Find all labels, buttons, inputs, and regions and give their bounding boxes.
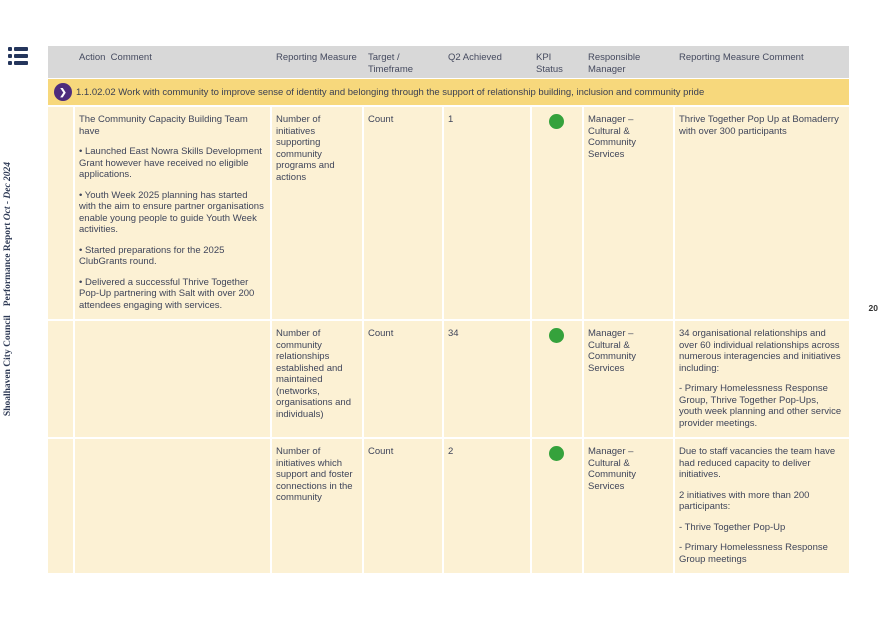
- paragraph: 34 organisational relationships and over 60 individual relationships across numerous interagencies and initiatives including:: [679, 328, 841, 374]
- row-icon-cell: [48, 439, 73, 573]
- list-bar: [14, 54, 28, 58]
- header-q2-achieved: Q2 Achieved: [448, 52, 502, 63]
- table-row: [48, 439, 849, 573]
- paragraph: • Started preparations for the 2025 ClubGrants round.: [79, 244, 225, 267]
- target-timeframe-cell: Count: [364, 321, 442, 437]
- responsible-manager-cell: Manager – Cultural & Community Services: [584, 107, 673, 319]
- chevron-right-glyph: ❯: [59, 86, 67, 97]
- header-action-comment: Action Comment: [79, 52, 152, 63]
- paragraph: The Community Capacity Building Team have: [79, 114, 248, 137]
- paragraph: • Delivered a successful Thrive Together Pop-Up partnering with Salt with over 200 attendees engaging with services.: [79, 276, 255, 311]
- responsible-manager-cell: Manager – Cultural & Community Services: [584, 321, 673, 437]
- paragraph: 2 initiatives with more than 200 participants:: [679, 489, 810, 512]
- header-target-timeframe: Target / Timeframe: [368, 52, 414, 75]
- paragraph: • Launched East Nowra Skills Development Grant however have received no eligible applications.: [79, 146, 262, 180]
- table-header-row: [48, 46, 849, 78]
- sidebar-report-period: Oct - Dec 2024: [3, 161, 13, 221]
- header-icon-column: [48, 46, 73, 78]
- kpi-status-cell: [532, 321, 582, 437]
- q2-achieved-cell: 1: [444, 107, 530, 319]
- paragraph: • Youth Week 2025 planning has started with the aim to ensure partner organisations enable young people to guide Youth Week activities.: [79, 189, 264, 235]
- action-comment-cell: [75, 321, 270, 437]
- reporting-measure-comment-cell: [675, 439, 849, 573]
- expand-chevron-icon[interactable]: [54, 83, 72, 101]
- q2-achieved-cell: 2: [444, 439, 530, 573]
- kpi-status-green-icon: [549, 114, 564, 129]
- table-of-contents-icon[interactable]: [8, 47, 28, 65]
- row-icon-cell: [48, 321, 73, 437]
- sidebar-report-name: Performance Report: [3, 222, 13, 307]
- reporting-measure-cell: Number of initiatives supporting community programs and actions: [272, 107, 362, 319]
- list-dot: [8, 61, 12, 65]
- reporting-measure-cell: Number of initiatives which support and foster connections in the community: [272, 439, 362, 573]
- reporting-measure-comment-cell: [675, 107, 849, 319]
- paragraph: - Thrive Together Pop-Up: [679, 521, 786, 533]
- sidebar-report-title: [3, 139, 19, 439]
- target-timeframe-cell: Count: [364, 439, 442, 573]
- list-dot: [8, 54, 12, 58]
- sidebar-council-name: Shoalhaven City Council: [3, 315, 13, 417]
- paragraph: Thrive Together Pop Up at Bomaderry with over 300 participants: [679, 114, 839, 137]
- list-dot: [8, 47, 12, 51]
- responsible-manager-cell: Manager – Cultural & Community Services: [584, 439, 673, 573]
- header-reporting-measure-comment: Reporting Measure Comment: [679, 52, 804, 63]
- header-responsible-manager: Responsible Manager: [588, 52, 643, 75]
- kpi-status-green-icon: [549, 328, 564, 343]
- reporting-measure-cell: Number of community relationships established and maintained (networks, organisations and individuals): [272, 321, 362, 437]
- reporting-measure-comment-cell: [675, 321, 849, 437]
- paragraph: - Primary Homelessness Response Group meetings: [679, 542, 828, 565]
- list-bar: [14, 47, 28, 51]
- action-comment-cell: [75, 439, 270, 573]
- paragraph: Due to staff vacancies the team have had reduced capacity to deliver initiatives.: [679, 446, 836, 480]
- objective-group-label: 1.1.02.02 Work with community to improve sense of identity and belonging through the support of relationship building, inclusion and community pride: [76, 86, 705, 98]
- target-timeframe-cell: Count: [364, 107, 442, 319]
- paragraph: - Primary Homelessness Response Group, Thrive Together Pop-Ups, youth week planning and other service provider meetings.: [679, 383, 842, 429]
- table-row: [48, 321, 849, 437]
- performance-table: [48, 46, 849, 573]
- kpi-status-cell: [532, 107, 582, 319]
- row-icon-cell: [48, 107, 73, 319]
- action-comment-cell: [75, 107, 270, 319]
- header-reporting-measure: Reporting Measure: [276, 52, 357, 63]
- header-kpi-status: KPI Status: [536, 52, 563, 75]
- kpi-status-green-icon: [549, 446, 564, 461]
- list-bar: [14, 61, 28, 65]
- q2-achieved-cell: 34: [444, 321, 530, 437]
- page-number: 20: [868, 303, 878, 313]
- objective-group-row[interactable]: [48, 79, 849, 105]
- table-row: [48, 107, 849, 319]
- kpi-status-cell: [532, 439, 582, 573]
